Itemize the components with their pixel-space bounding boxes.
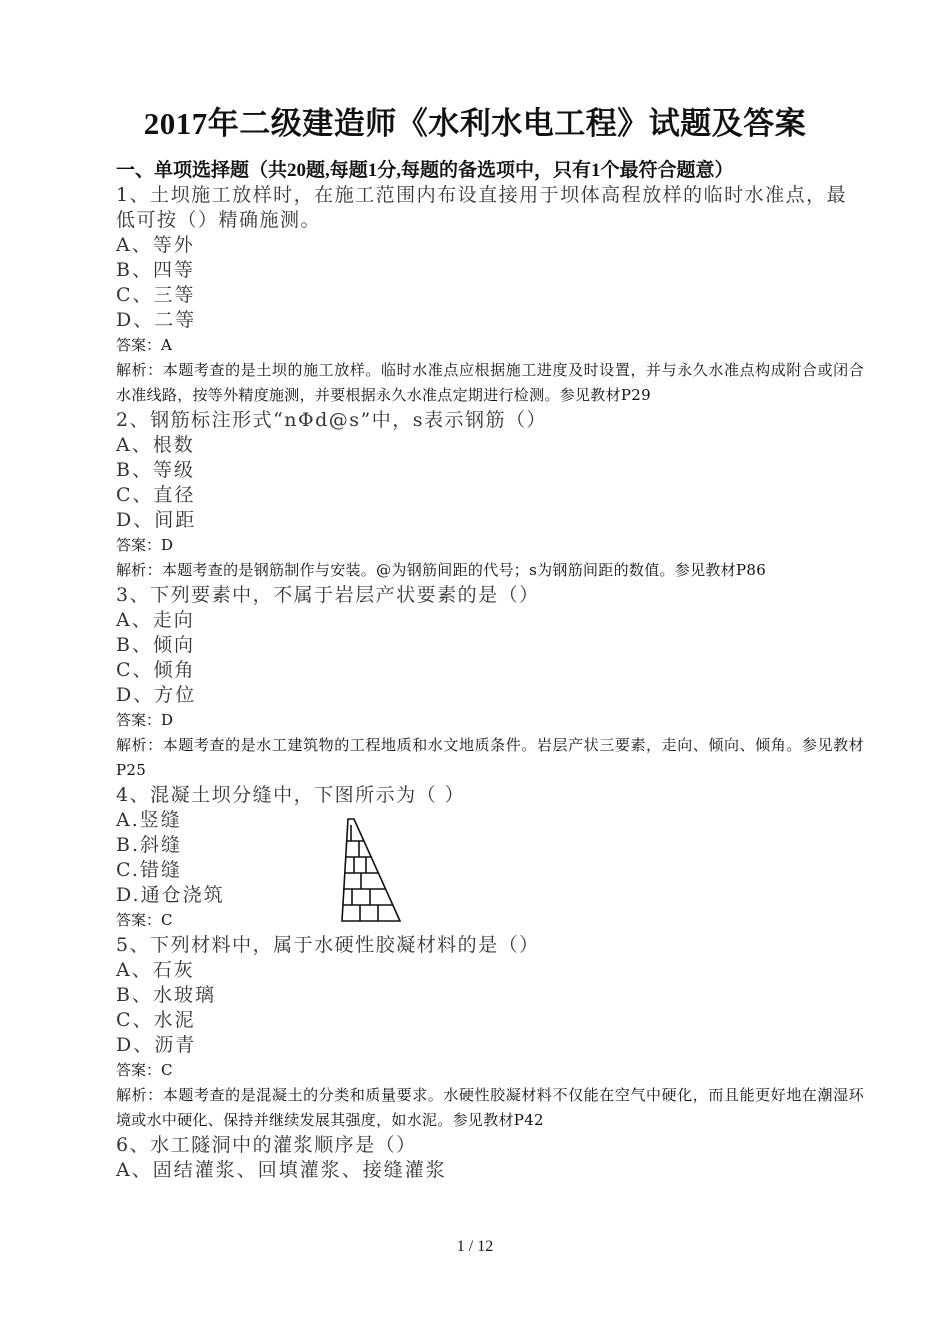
option: C、倾角 xyxy=(116,659,196,681)
page-number: 1 / 12 xyxy=(456,1238,494,1255)
question-stem: 2、钢筋标注形式“nΦd@s”中，s表示钢筋（） xyxy=(116,409,547,431)
explanation: 解析：本题考查的是土坝的施工放样。临时水准点应根据施工进度及时设置，并与永久水准点构成附合或闭合水准线路，按等外精度施测，并要根据永久水准点定期进行检测。参见教材P29 xyxy=(116,361,864,404)
answer: 答案：D xyxy=(116,536,174,554)
option: C、水泥 xyxy=(116,1009,196,1031)
option: B、四等 xyxy=(116,259,195,281)
option: B.斜缝 xyxy=(116,834,183,856)
question-stem: 1、土坝施工放样时，在施工范围内布设直接用于坝体高程放样的临时水准点，最低可按（）精确施测。 xyxy=(116,184,848,231)
question-stem: 4、混凝土坝分缝中，下图所示为（ ） xyxy=(116,784,466,806)
question-stem: 5、下列材料中，属于水硬性胶凝材料的是（） xyxy=(116,934,540,956)
option: D.通仓浇筑 xyxy=(116,884,225,906)
option: B、倾向 xyxy=(116,634,195,656)
option: A.竖缝 xyxy=(116,809,182,831)
option: C、直径 xyxy=(116,484,196,506)
answer: 答案：D xyxy=(116,711,174,729)
option: C.错缝 xyxy=(116,859,182,881)
dam-joint-diagram xyxy=(340,817,402,923)
option: D、沥青 xyxy=(116,1034,197,1056)
section-heading: 一、单项选择题（共20题,每题1分,每题的备选项中，只有1个最符合题意） xyxy=(116,160,734,181)
option: D、二等 xyxy=(116,309,197,331)
answer: 答案：C xyxy=(116,911,173,929)
option: B、等级 xyxy=(116,459,195,481)
question-stem: 6、水工隧洞中的灌浆顺序是（） xyxy=(116,1134,417,1156)
option: A、固结灌浆、回填灌浆、接缝灌浆 xyxy=(116,1159,447,1181)
question-stem: 3、下列要素中，不属于岩层产状要素的是（） xyxy=(116,584,540,606)
option: D、方位 xyxy=(116,684,197,706)
option: C、三等 xyxy=(116,284,196,306)
option: D、间距 xyxy=(116,509,197,531)
explanation: 解析：本题考查的是水工建筑物的工程地质和水文地质条件。岩层产状三要素，走向、倾向、倾角。参见教材P25 xyxy=(116,736,864,779)
option: A、走向 xyxy=(116,609,195,631)
option: A、根数 xyxy=(116,434,195,456)
answer: 答案：A xyxy=(116,336,172,354)
option: B、水玻璃 xyxy=(116,984,216,1006)
answer: 答案：C xyxy=(116,1061,173,1079)
option: A、等外 xyxy=(116,234,195,256)
explanation: 解析：本题考查的是钢筋制作与安装。@为钢筋间距的代号；s为钢筋间距的数值。参见教材P86 xyxy=(116,561,767,579)
question-list xyxy=(116,158,864,1183)
explanation: 解析：本题考查的是混凝土的分类和质量要求。水硬性胶凝材料不仅能在空气中硬化，而且能更好地在潮湿环境或水中硬化、保持并继续发展其强度，如水泥。参见教材P42 xyxy=(116,1086,864,1129)
page-title: 2017年二级建造师《水利水电工程》试题及答案 xyxy=(143,106,807,141)
option: A、石灰 xyxy=(116,959,195,981)
question-with-figure xyxy=(116,783,864,933)
